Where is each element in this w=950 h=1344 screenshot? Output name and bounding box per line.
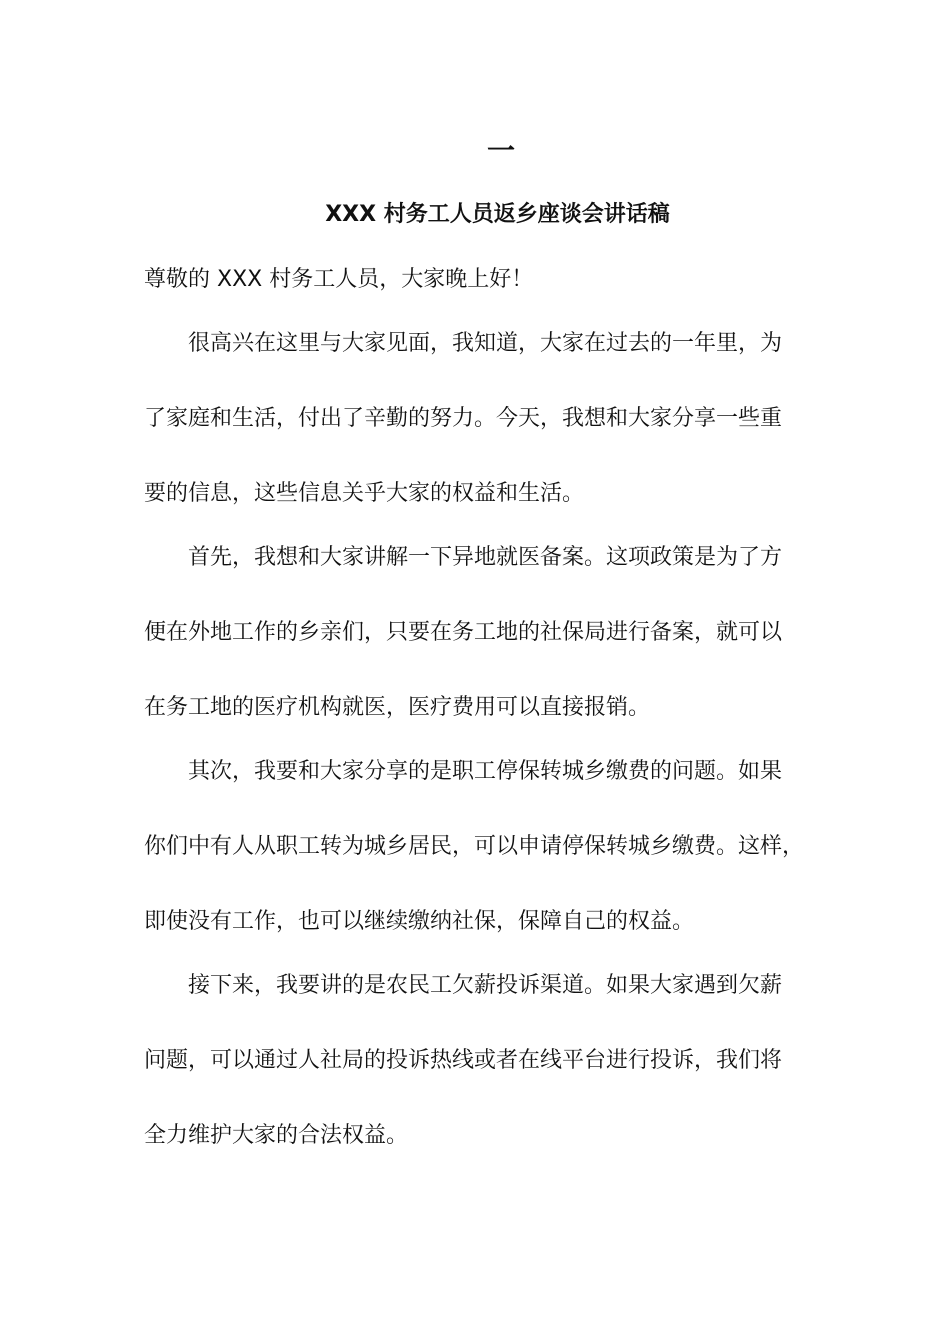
paragraph-4-line-3: 全力维护大家的合法权益。	[144, 1123, 409, 1148]
paragraph-1-line-1: 很高兴在这里与大家见面，我知道，大家在过去的一年里，为	[188, 331, 783, 356]
page-top-mark: 一	[487, 134, 516, 167]
paragraph-4-line-1: 接下来，我要讲的是农民工欠薪投诉渠道。如果大家遇到欠薪	[188, 973, 783, 998]
greeting-line: 尊敬的 XXX 村务工人员，大家晚上好！	[144, 267, 534, 292]
paragraph-4-line-2: 问题，可以通过人社局的投诉热线或者在线平台进行投诉，我们将	[144, 1048, 783, 1073]
paragraph-2-line-2: 便在外地工作的乡亲们，只要在务工地的社保局进行备案，就可以	[144, 620, 783, 645]
paragraph-1-line-2: 了家庭和生活，付出了辛勤的努力。今天，我想和大家分享一些重	[144, 406, 783, 431]
paragraph-3-line-1: 其次，我要和大家分享的是职工停保转城乡缴费的问题。如果	[188, 759, 783, 784]
paragraph-2-line-3: 在务工地的医疗机构就医，医疗费用可以直接报销。	[144, 695, 651, 720]
paragraph-2-line-1: 首先，我想和大家讲解一下异地就医备案。这项政策是为了方	[188, 545, 783, 570]
paragraph-3-line-3: 即使没有工作，也可以继续缴纳社保，保障自己的权益。	[144, 909, 695, 934]
paragraph-3-line-2: 你们中有人从职工转为城乡居民，可以申请停保转城乡缴费。这样，	[144, 834, 805, 859]
document-title: XXX 村务工人员返乡座谈会讲话稿	[325, 202, 670, 227]
paragraph-1-line-3: 要的信息，这些信息关乎大家的权益和生活。	[144, 481, 585, 506]
